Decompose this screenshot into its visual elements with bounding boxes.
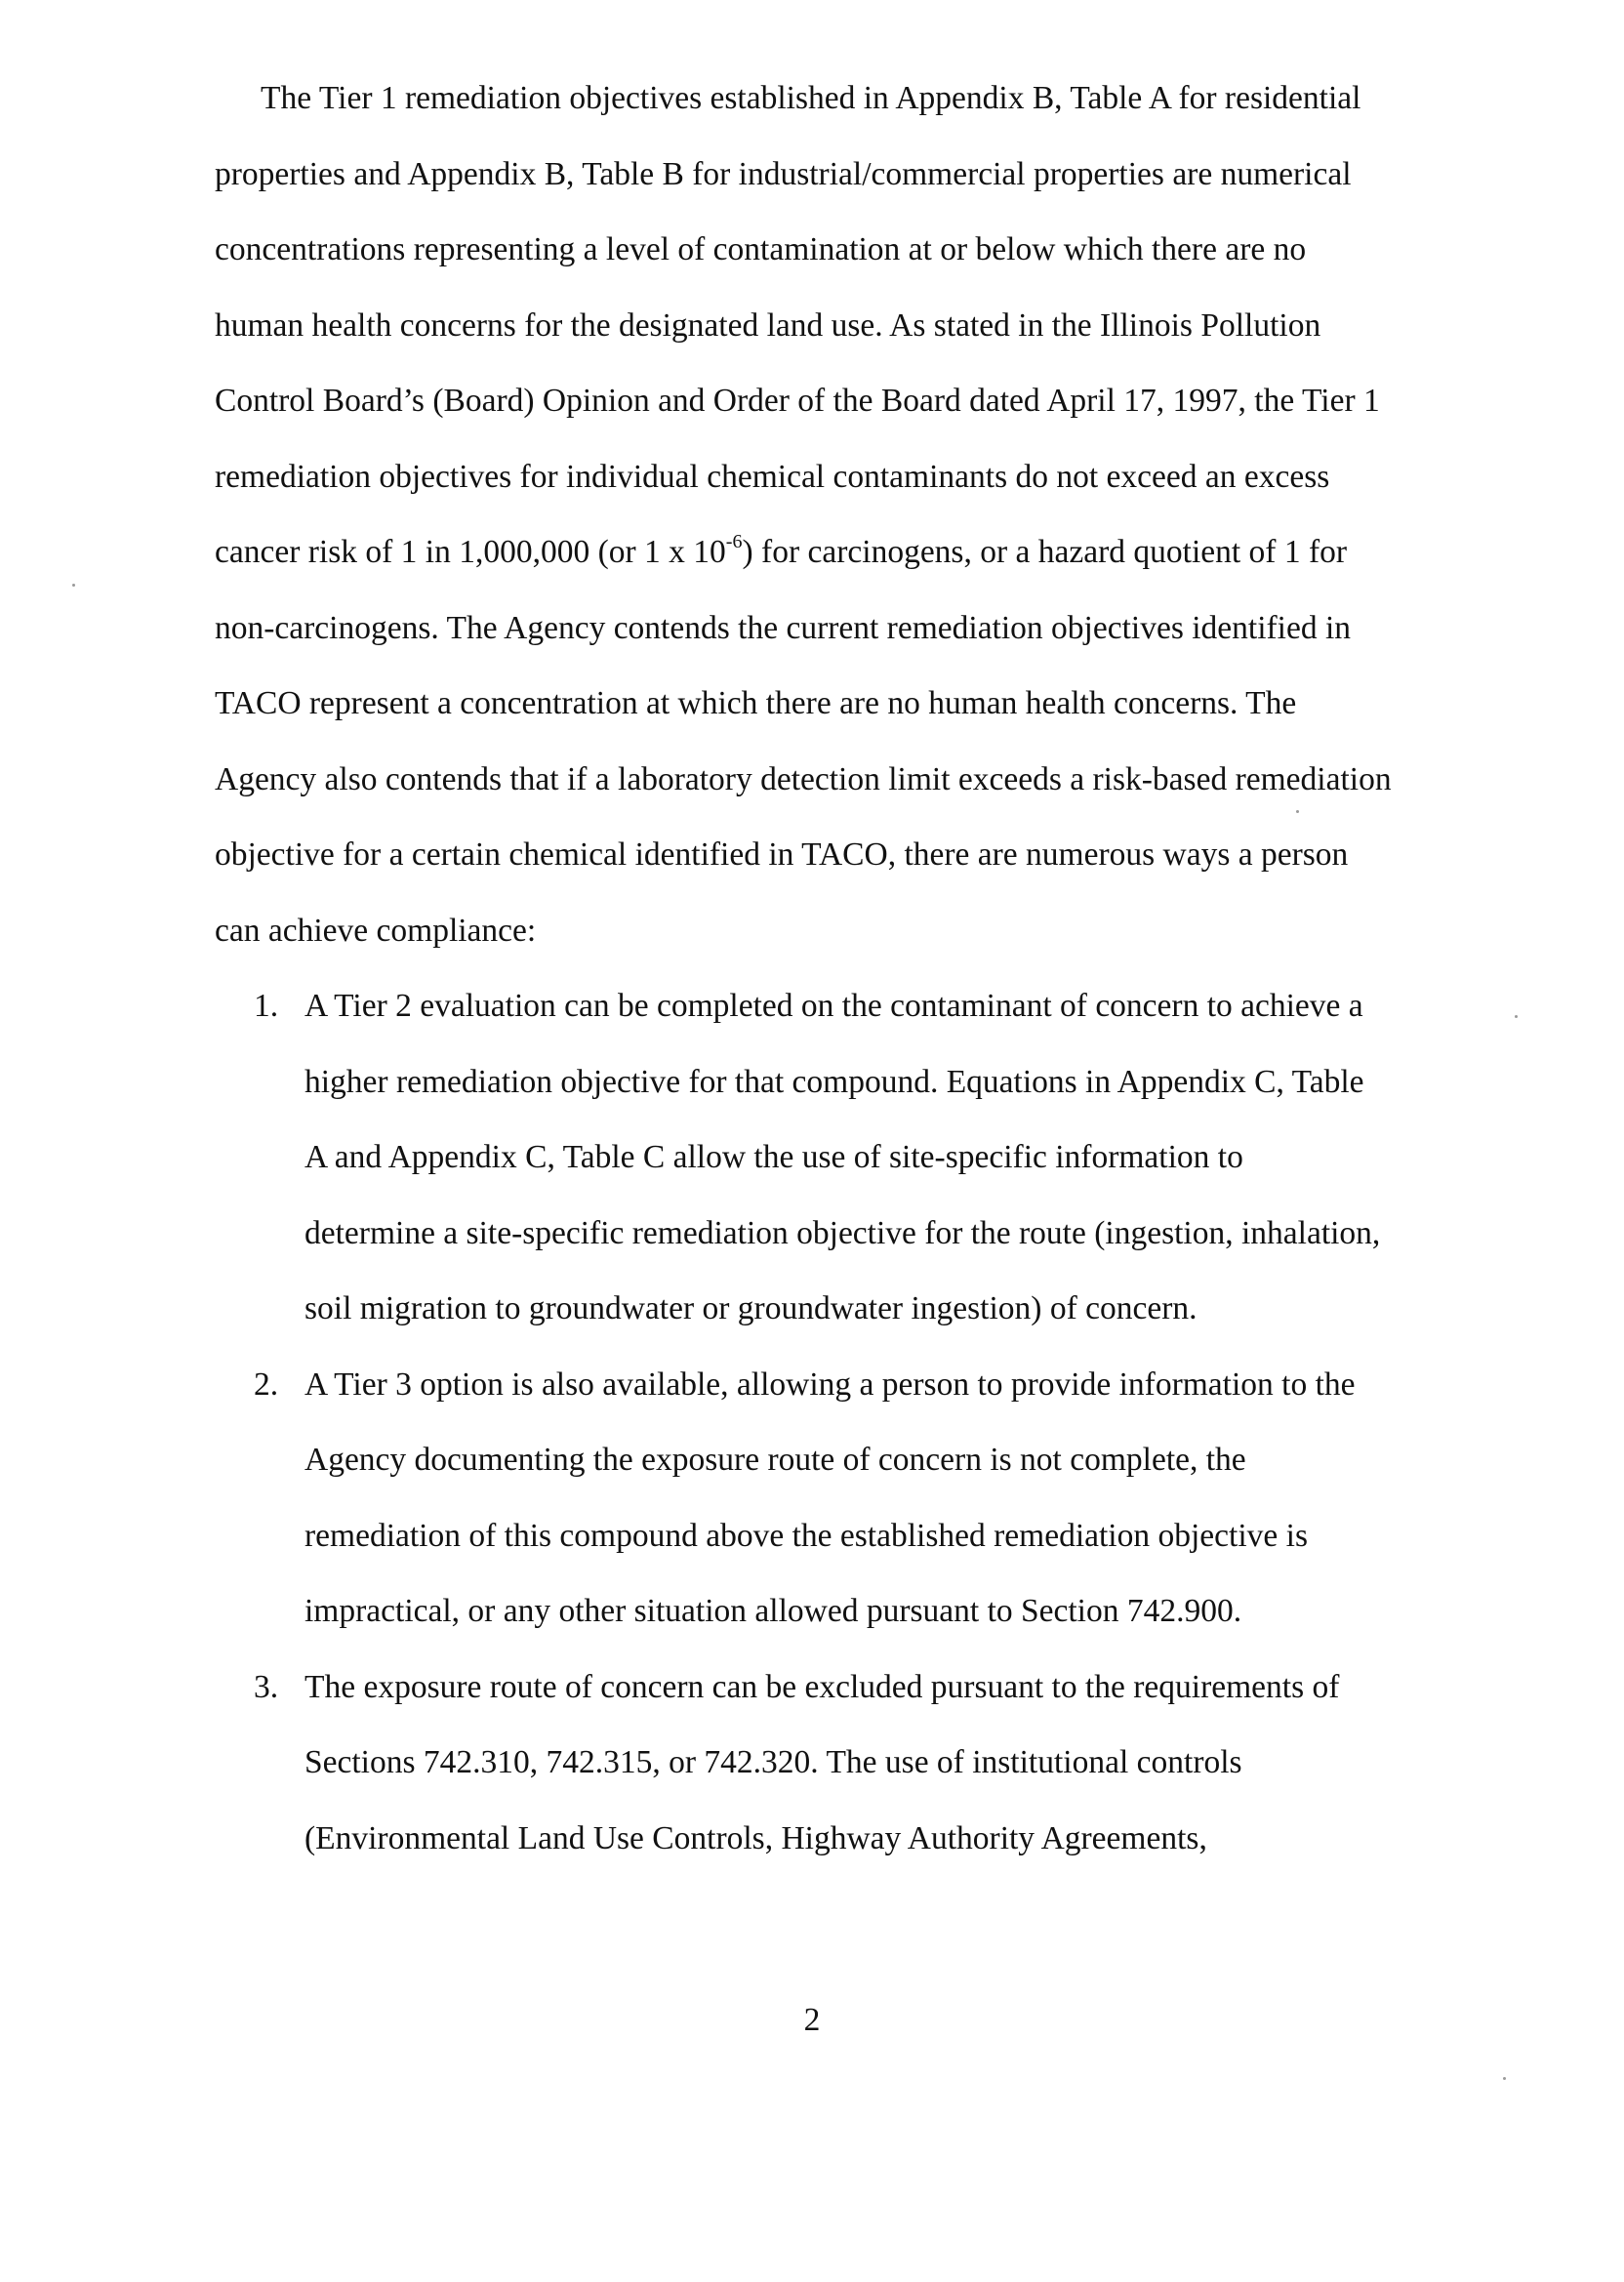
scan-speck bbox=[1515, 1015, 1518, 1018]
list-line: A Tier 2 evaluation can be completed on the contaminant of concern to achieve a bbox=[304, 988, 1363, 1024]
paragraph-line: objective for a certain chemical identified in TACO, there are numerous ways a person bbox=[215, 836, 1349, 873]
paragraph-line bbox=[215, 514, 1386, 591]
page-number: 2 bbox=[803, 2002, 821, 2038]
paragraph-text: ) for carcinogens, or a hazard quotient of 1 for bbox=[742, 534, 1348, 570]
list-item bbox=[215, 1650, 1386, 1877]
list-number: 3. bbox=[254, 1668, 279, 1705]
paragraph-line: TACO represent a concentration at which there are no human health concerns. The bbox=[215, 685, 1297, 721]
list-line: impractical, or any other situation allowed pursuant to Section 742.900. bbox=[304, 1593, 1242, 1629]
list-item bbox=[215, 968, 1386, 1347]
paragraph-line: properties and Appendix B, Table B for industrial/commercial properties are numerical bbox=[215, 155, 1352, 192]
list-line: remediation of this compound above the established remediation objective is bbox=[304, 1517, 1308, 1554]
list-line: A Tier 3 option is also available, allowing a person to provide information to the bbox=[304, 1365, 1356, 1403]
paragraph-line: non-carcinogens. The Agency contends the current remediation objectives identified in bbox=[215, 609, 1352, 646]
list-line: determine a site-specific remediation objective for the route (ingestion, inhalation, bbox=[304, 1214, 1381, 1251]
compliance-options-list bbox=[215, 968, 1386, 1876]
list-line: Agency documenting the exposure route of concern is not complete, the bbox=[304, 1442, 1246, 1478]
intro-paragraph bbox=[215, 61, 1392, 968]
paragraph-line: remediation objectives for individual chemical contaminants do not exceed an excess bbox=[215, 458, 1330, 495]
list-number: 1. bbox=[254, 988, 279, 1024]
list-line: higher remediation objective for that compound. Equations in Appendix C, Table bbox=[304, 1063, 1364, 1100]
paragraph-line: concentrations representing a level of contamination at or below which there are no bbox=[215, 231, 1307, 267]
paragraph-line: human health concerns for the designated land use. As stated in the Illinois Pollution bbox=[215, 306, 1321, 344]
list-line: (Environmental Land Use Controls, Highway Authority Agreements, bbox=[304, 1819, 1207, 1856]
paragraph-line: The Tier 1 remediation objectives established in Appendix B, Table A for residential bbox=[261, 80, 1361, 116]
list-line: A and Appendix C, Table C allow the use of site-specific information to bbox=[304, 1139, 1243, 1175]
scan-speck bbox=[72, 584, 75, 587]
document-body bbox=[215, 61, 1392, 1876]
list-line: Sections 742.310, 742.315, or 742.320. The use of institutional controls bbox=[304, 1744, 1242, 1780]
list-line: soil migration to groundwater or groundwater ingestion) of concern. bbox=[304, 1290, 1198, 1326]
paragraph-line: can achieve compliance: bbox=[215, 912, 537, 949]
scan-speck bbox=[1296, 810, 1299, 813]
paragraph-line: Agency also contends that if a laboratory detection limit exceeds a risk-based remediation bbox=[215, 760, 1392, 797]
paragraph-line: Control Board’s (Board) Opinion and Order of the Board dated April 17, 1997, the Tier 1 bbox=[215, 383, 1380, 419]
list-item bbox=[215, 1347, 1386, 1650]
scan-speck bbox=[1503, 2077, 1506, 2080]
list-line: The exposure route of concern can be excluded pursuant to the requirements of bbox=[304, 1668, 1340, 1705]
list-number: 2. bbox=[254, 1365, 279, 1403]
paragraph-text: cancer risk of 1 in 1,000,000 (or 1 x 10 bbox=[215, 534, 726, 570]
exponent: -6 bbox=[725, 530, 743, 552]
